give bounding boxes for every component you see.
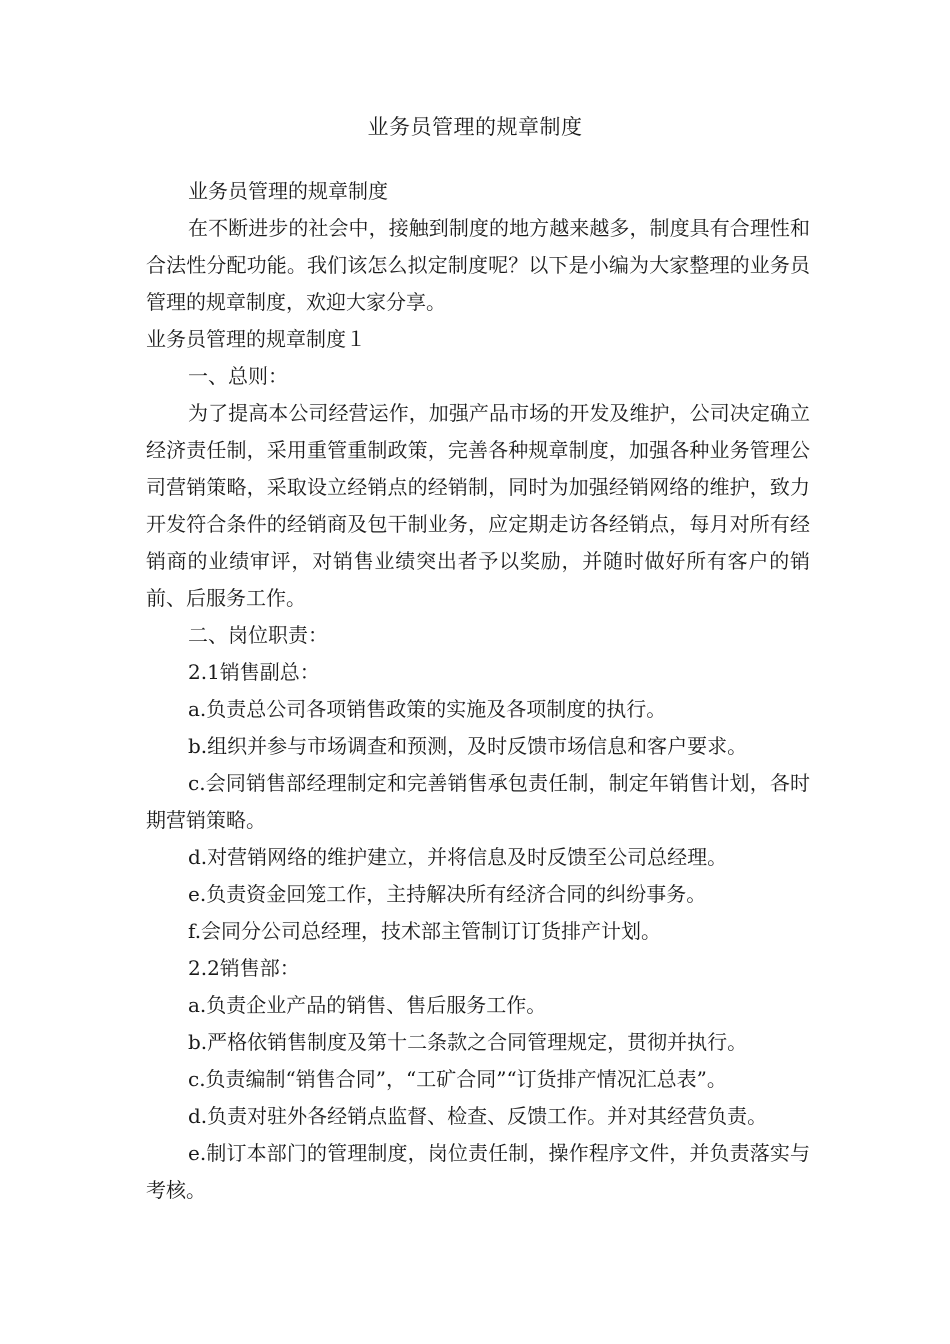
heading-job-duties: 二、岗位职责： (188, 623, 328, 647)
list-item: b.组织并参与市场调查和预测，及时反馈市场信息和客户要求。 (188, 734, 748, 758)
paragraph-intro: 在不断进步的社会中，接触到制度的地方越来越多，制度具有合理性和合法性分配功能。我们该怎么拟定制度呢？以下是小编为大家整理的业务员管理的规章制度，欢迎大家分享。 (146, 216, 810, 314)
list-item: c.会同销售部经理制定和完善销售承包责任制，制定年销售计划，各时期营销策略。 (146, 771, 810, 832)
list-item: d.对营销网络的维护建立，并将信息及时反馈至公司总经理。 (188, 845, 728, 869)
list-item: e.负责资金回笼工作，主持解决所有经济合同的纠纷事务。 (188, 882, 707, 906)
list-item: a.负责总公司各项销售政策的实施及各项制度的执行。 (188, 697, 667, 721)
section-heading-1: 业务员管理的规章制度１ (146, 327, 366, 351)
heading-general-principles: 一、总则： (188, 364, 288, 388)
list-item: f.会同分公司总经理，技术部主管制订订货排产计划。 (188, 919, 662, 943)
list-item: e.制订本部门的管理制度，岗位责任制，操作程序文件，并负责落实与考核。 (146, 1141, 810, 1202)
list-item: a.负责企业产品的销售、售后服务工作。 (188, 993, 547, 1017)
heading-sales-dept: 2.2销售部： (188, 956, 300, 980)
heading-sales-vp: 2.1销售副总： (188, 660, 320, 684)
list-item: c.负责编制“销售合同”，“工矿合同”“订货排产情况汇总表”。 (188, 1067, 727, 1091)
list-item: d.负责对驻外各经销点监督、检查、反馈工作。并对其经营负责。 (188, 1104, 768, 1128)
paragraph-subtitle: 业务员管理的规章制度 (188, 179, 388, 203)
list-item: b.严格依销售制度及第十二条款之合同管理规定，贯彻并执行。 (188, 1030, 748, 1054)
paragraph-general-principles: 为了提高本公司经营运作，加强产品市场的开发及维护，公司决定确立经济责任制，采用重管重制政策，完善各种规章制度，加强各种业务管理公司营销策略，采取设立经销点的经销制，同时为加强经销网络的维护，致力开发符合条件的经销商及包干制业务，应定期走访各经销点，每月对所有经销商的业绩审评，对销售业绩突出者予以奖励，并随时做好所有客户的销前、后服务工作。 (146, 401, 810, 610)
document-title: 业务员管理的规章制度 (367, 115, 583, 139)
document-body (146, 173, 810, 1209)
